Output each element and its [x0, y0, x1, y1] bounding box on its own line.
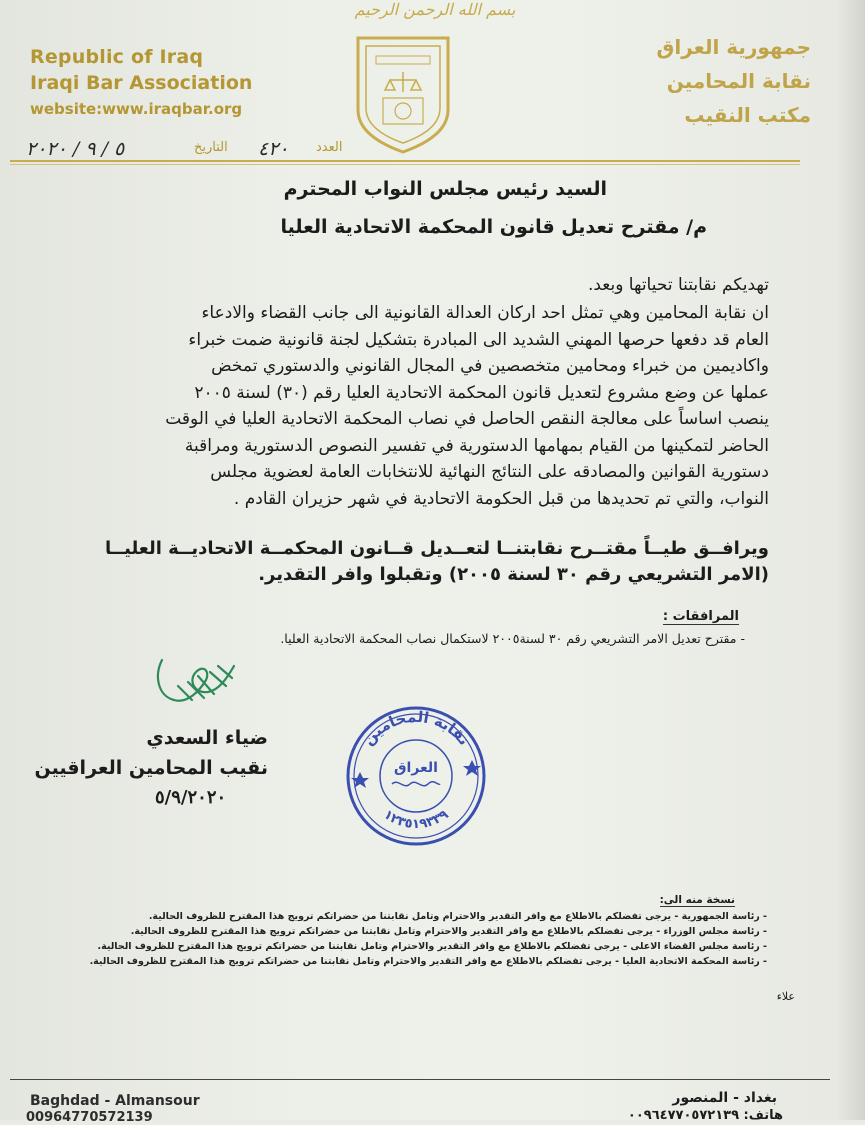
subject-line: م/ مقترح تعديل قانون المحكمة الاتحادية العليا: [280, 216, 707, 238]
body-line: ان نقابة المحامين وهي تمثل احد اركان العدالة القانونية الى جانب القضاء والادعاء: [201, 303, 769, 323]
letterhead-arabic: [581, 30, 811, 132]
date-label: التاريخ: [194, 140, 228, 155]
footer-phone-en: 00964770572139: [26, 1110, 153, 1125]
letter-date: ٥ / ٩ / ٢٠٢٠: [26, 138, 125, 160]
footer-phone-ar: هاتف: ٠٠٩٦٤٧٧٠٥٧٢١٣٩: [627, 1108, 783, 1123]
body-line: النواب، والتي تم تحديدها من قبل الحكومة الاتحادية في شهر حزيران القادم .: [233, 488, 769, 509]
header-divider-thin: [10, 164, 800, 165]
header-country-ar: جمهورية العراق: [656, 35, 811, 59]
basmala: بسم الله الرحمن الرحيم: [354, 0, 516, 19]
attachments-title: المرافقات :: [662, 609, 739, 624]
page-edge-shadow: [837, 0, 865, 1120]
copies-list: [87, 909, 767, 969]
typist-initials: علاء: [776, 990, 795, 1003]
closing-line-reference: (الامر التشريعي رقم ٣٠ لسنة ٢٠٠٥) وتقبلوا وافر التقدير.: [258, 564, 769, 585]
handwritten-signature: [148, 646, 248, 710]
header-office-ar: مكتب النقيب: [684, 103, 811, 127]
footer-address-en: Baghdad - Almansour: [30, 1093, 200, 1109]
closing-line: ويرافــق طيــاً مقتــرح نقابتنــا لتعــديل قــانون المحكمــة الاتحاديــة العليــا: [105, 538, 769, 559]
body-line: واكاديمين من خبراء ومحامين متخصصين في المجال القانوني والدستوري تمخض: [211, 356, 769, 376]
letter-body: [89, 300, 769, 512]
signature-date: ٥/٩/٢٠٢٠: [155, 787, 227, 808]
greeting: تهديكم نقابتنا تحياتها وبعد.: [587, 275, 769, 295]
copies-title: نسخة منه الى:: [659, 894, 735, 906]
body-line: الحاضر لتمكينها من القيام بمهامها الدستورية في تفسير النصوص الدستورية ومراقبة: [184, 435, 769, 456]
copy-recipient: - رئاسة الجمهورية - يرجى تفضلكم بالاطلاع مع وافر التقدير والاحترام وتامل نقابتنا من حضراتكم ترويج هذا المقترح للظروف الحالية.: [148, 911, 767, 922]
header-country-en: Republic of Iraq: [30, 46, 204, 68]
footer-address-ar: بغداد - المنصور: [672, 1090, 777, 1106]
signatory-title: نقيب المحامين العراقيين: [34, 757, 268, 779]
letterhead-english: [30, 44, 290, 120]
letter-number: ٤٢٠: [258, 138, 289, 160]
footer-divider: [10, 1079, 830, 1080]
stamp-number: ١٢٣٥١٩٣٣٩: [380, 807, 452, 832]
header-website: website:www.iraqbar.org: [30, 100, 243, 118]
header-org-en: Iraqi Bar Association: [30, 72, 253, 94]
number-label: العدد: [316, 140, 343, 155]
attachment-item: - مقترح تعديل الامر التشريعي رقم ٣٠ لسنة٢٠٠٥ لاستكمال نصاب المحكمة الاتحادية العليا.: [280, 631, 745, 646]
copy-recipient: - رئاسة مجلس القضاء الاعلى - يرجى تفضلكم بالاطلاع مع وافر التقدير والاحترام وتامل نقابتنا من حضراتكم ترويج هذا المقترح للظروف الحالية.: [97, 941, 767, 952]
body-line: ينصب اساساً على معالجة النقص الحاصل في نصاب المحكمة الاتحادية العليا في الوقت: [165, 409, 769, 429]
stamp-inner-text: العراق: [394, 760, 438, 776]
header-divider: [10, 160, 800, 162]
header-org-ar: نقابة المحامين: [666, 69, 811, 93]
body-line: العام قد دفعها حرصها المهني الشديد الى المبادرة بتشكيل لجنة قانونية ضمت خبراء: [188, 329, 769, 350]
addressee: السيد رئيس مجلس النواب المحترم: [283, 178, 607, 200]
copy-recipient: - رئاسة مجلس الوزراء - يرجى تفضلكم بالاطلاع مع وافر التقدير والاحترام وتامل نقابتنا من حضراتكم ترويج هذا المقترح للظروف الحالية.: [130, 926, 767, 937]
copy-recipient: - رئاسة المحكمة الاتحادية العليا - يرجى تفضلكم بالاطلاع مع وافر التقدير والاحترام وتامل نقابتنا من حضراتكم ترويج هذا المقترح للظروف الحالية.: [89, 956, 767, 967]
body-line: عملها عن وضع مشروع لتعديل قانون المحكمة الاتحادية العليا رقم (٣٠) لسنة ٢٠٠٥: [194, 382, 769, 403]
stamp-outer-text: نقابة المحامين: [359, 707, 474, 749]
official-stamp: [338, 700, 494, 848]
body-line: دستورية القوانين والمصادقه على النتائج النهائية للانتخابات العامة لعضوية مجلس: [210, 462, 769, 482]
signatory-name: ضياء السعدي: [146, 727, 268, 749]
